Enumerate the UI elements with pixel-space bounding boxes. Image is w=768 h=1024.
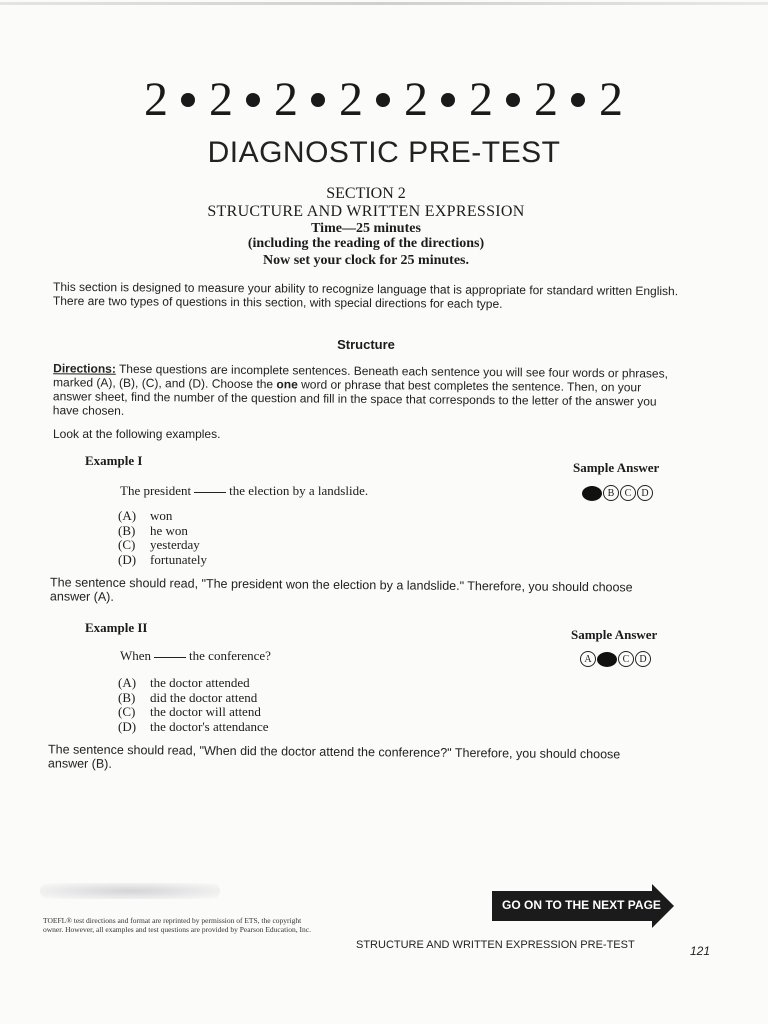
bullet-icon (246, 93, 260, 107)
option-item (118, 691, 269, 706)
option-key: (A) (118, 508, 137, 523)
example-sentence (120, 483, 368, 499)
banner-digit: 2 (144, 73, 169, 126)
option-list (118, 676, 269, 734)
sentence-end: the election by a landslide. (229, 483, 369, 498)
scan-smudge (40, 883, 220, 899)
banner-digit: 2 (469, 73, 494, 126)
bullet-icon (506, 93, 520, 107)
option-item (118, 524, 207, 539)
sentence-blank (194, 492, 226, 493)
option-text: the doctor's attendance (150, 718, 269, 734)
option-text: won (150, 508, 173, 523)
running-footer: STRUCTURE AND WRITTEN EXPRESSION PRE-TEST (356, 939, 635, 951)
section-number: SECTION 2 (326, 185, 406, 202)
banner-digit: 2 (274, 73, 299, 126)
option-text: did the doctor attend (150, 689, 258, 705)
directions-text: word or phrase that best completes the sentence. Then, on your answer sheet, find the number of the question and fill in the space that corresponds to the letter of the answer you have chosen. (52, 377, 657, 418)
option-item (118, 705, 269, 720)
bullet-icon (376, 93, 390, 107)
example-label: Example II (85, 620, 148, 635)
scan-edge-line (0, 2, 768, 5)
section-time-note: (including the reading of the directions) (247, 236, 485, 251)
directions-label: Directions: (53, 361, 116, 376)
sentence-blank (154, 657, 186, 658)
banner-digit: 2 (599, 73, 624, 126)
answer-bubble-d: D (637, 485, 653, 501)
option-text: the doctor attended (150, 675, 250, 690)
answer-bubble-d: D (635, 651, 651, 667)
option-key: (D) (118, 551, 137, 567)
bullet-icon (181, 93, 195, 107)
sample-answer-label: Sample Answer (573, 460, 660, 475)
answer-bubble-b-filled (597, 652, 617, 667)
sentence-start: When (120, 648, 152, 663)
option-key: (B) (118, 522, 136, 538)
sentence-start: The president (120, 483, 192, 498)
sentence-end: the conference? (189, 648, 271, 663)
answer-bubble-c: C (618, 651, 634, 667)
intro-paragraph: This section is designed to measure your ability to recognize language that is appropriate for standard written English. There are two types of questions in this section, with special directions for each type. (52, 279, 679, 311)
option-text: yesterday (150, 537, 200, 552)
example-explanation: The sentence should read, "The president won the election by a landslide." Therefore, you should choose answer (A). (49, 575, 633, 604)
directions-paragraph (53, 361, 683, 422)
example-label: Example I (85, 453, 143, 468)
copyright-credit: TOEFL® test directions and format are reprinted by permission of ETS, the copyright owner. However, all examples and test questions are provided by Pearson Education, Inc. (43, 916, 311, 934)
go-on-label: GO ON TO THE NEXT PAGE (502, 898, 661, 912)
option-text: the doctor will attend (150, 704, 261, 719)
section-name: STRUCTURE AND WRITTEN EXPRESSION (207, 203, 525, 220)
option-list (118, 509, 207, 567)
banner-digit: 2 (339, 73, 364, 126)
option-item (118, 509, 207, 524)
banner-digit: 2 (534, 73, 559, 126)
answer-bubble-b: B (603, 485, 619, 501)
examples-intro: Look at the following examples. (53, 427, 221, 441)
directions-emphasis: one (276, 377, 298, 392)
banner-digit: 2 (404, 73, 429, 126)
bullet-icon (311, 93, 325, 107)
option-item (118, 538, 207, 553)
subsection-heading: Structure (337, 337, 395, 352)
option-key: (A) (118, 675, 137, 690)
sample-answer-label: Sample Answer (571, 627, 658, 642)
section-number-banner (0, 72, 768, 127)
option-key: (B) (118, 689, 136, 705)
clock-instruction: Now set your clock for 25 minutes. (263, 253, 469, 268)
directions-text: These questions are incomplete sentences. Beneath each sentence you will see four words or phrases, marked (A), (B), (C), and (D). Choose the (53, 361, 669, 392)
option-item (118, 553, 207, 568)
option-key: (C) (118, 704, 136, 719)
option-key: (C) (118, 537, 136, 552)
section-time: Time—25 minutes (311, 221, 421, 236)
answer-bubbles (580, 651, 651, 667)
page-number: 121 (690, 944, 711, 958)
answer-bubbles (582, 485, 653, 501)
option-key: (D) (118, 718, 137, 734)
go-on-arrow (492, 884, 674, 928)
answer-bubble-a: A (580, 651, 596, 667)
bullet-icon (441, 93, 455, 107)
example-explanation: The sentence should read, "When did the doctor attend the conference?" Therefore, you should choose answer (B). (47, 742, 621, 771)
option-text: fortunately (150, 551, 208, 567)
bullet-icon (571, 93, 585, 107)
page-title: DIAGNOSTIC PRE-TEST (207, 136, 561, 169)
option-text: he won (150, 522, 188, 538)
option-item (118, 720, 269, 735)
answer-bubble-c: C (620, 485, 636, 501)
option-item (118, 676, 269, 691)
example-sentence (120, 648, 271, 664)
banner-digit: 2 (209, 73, 234, 126)
answer-bubble-a-filled (582, 486, 602, 501)
